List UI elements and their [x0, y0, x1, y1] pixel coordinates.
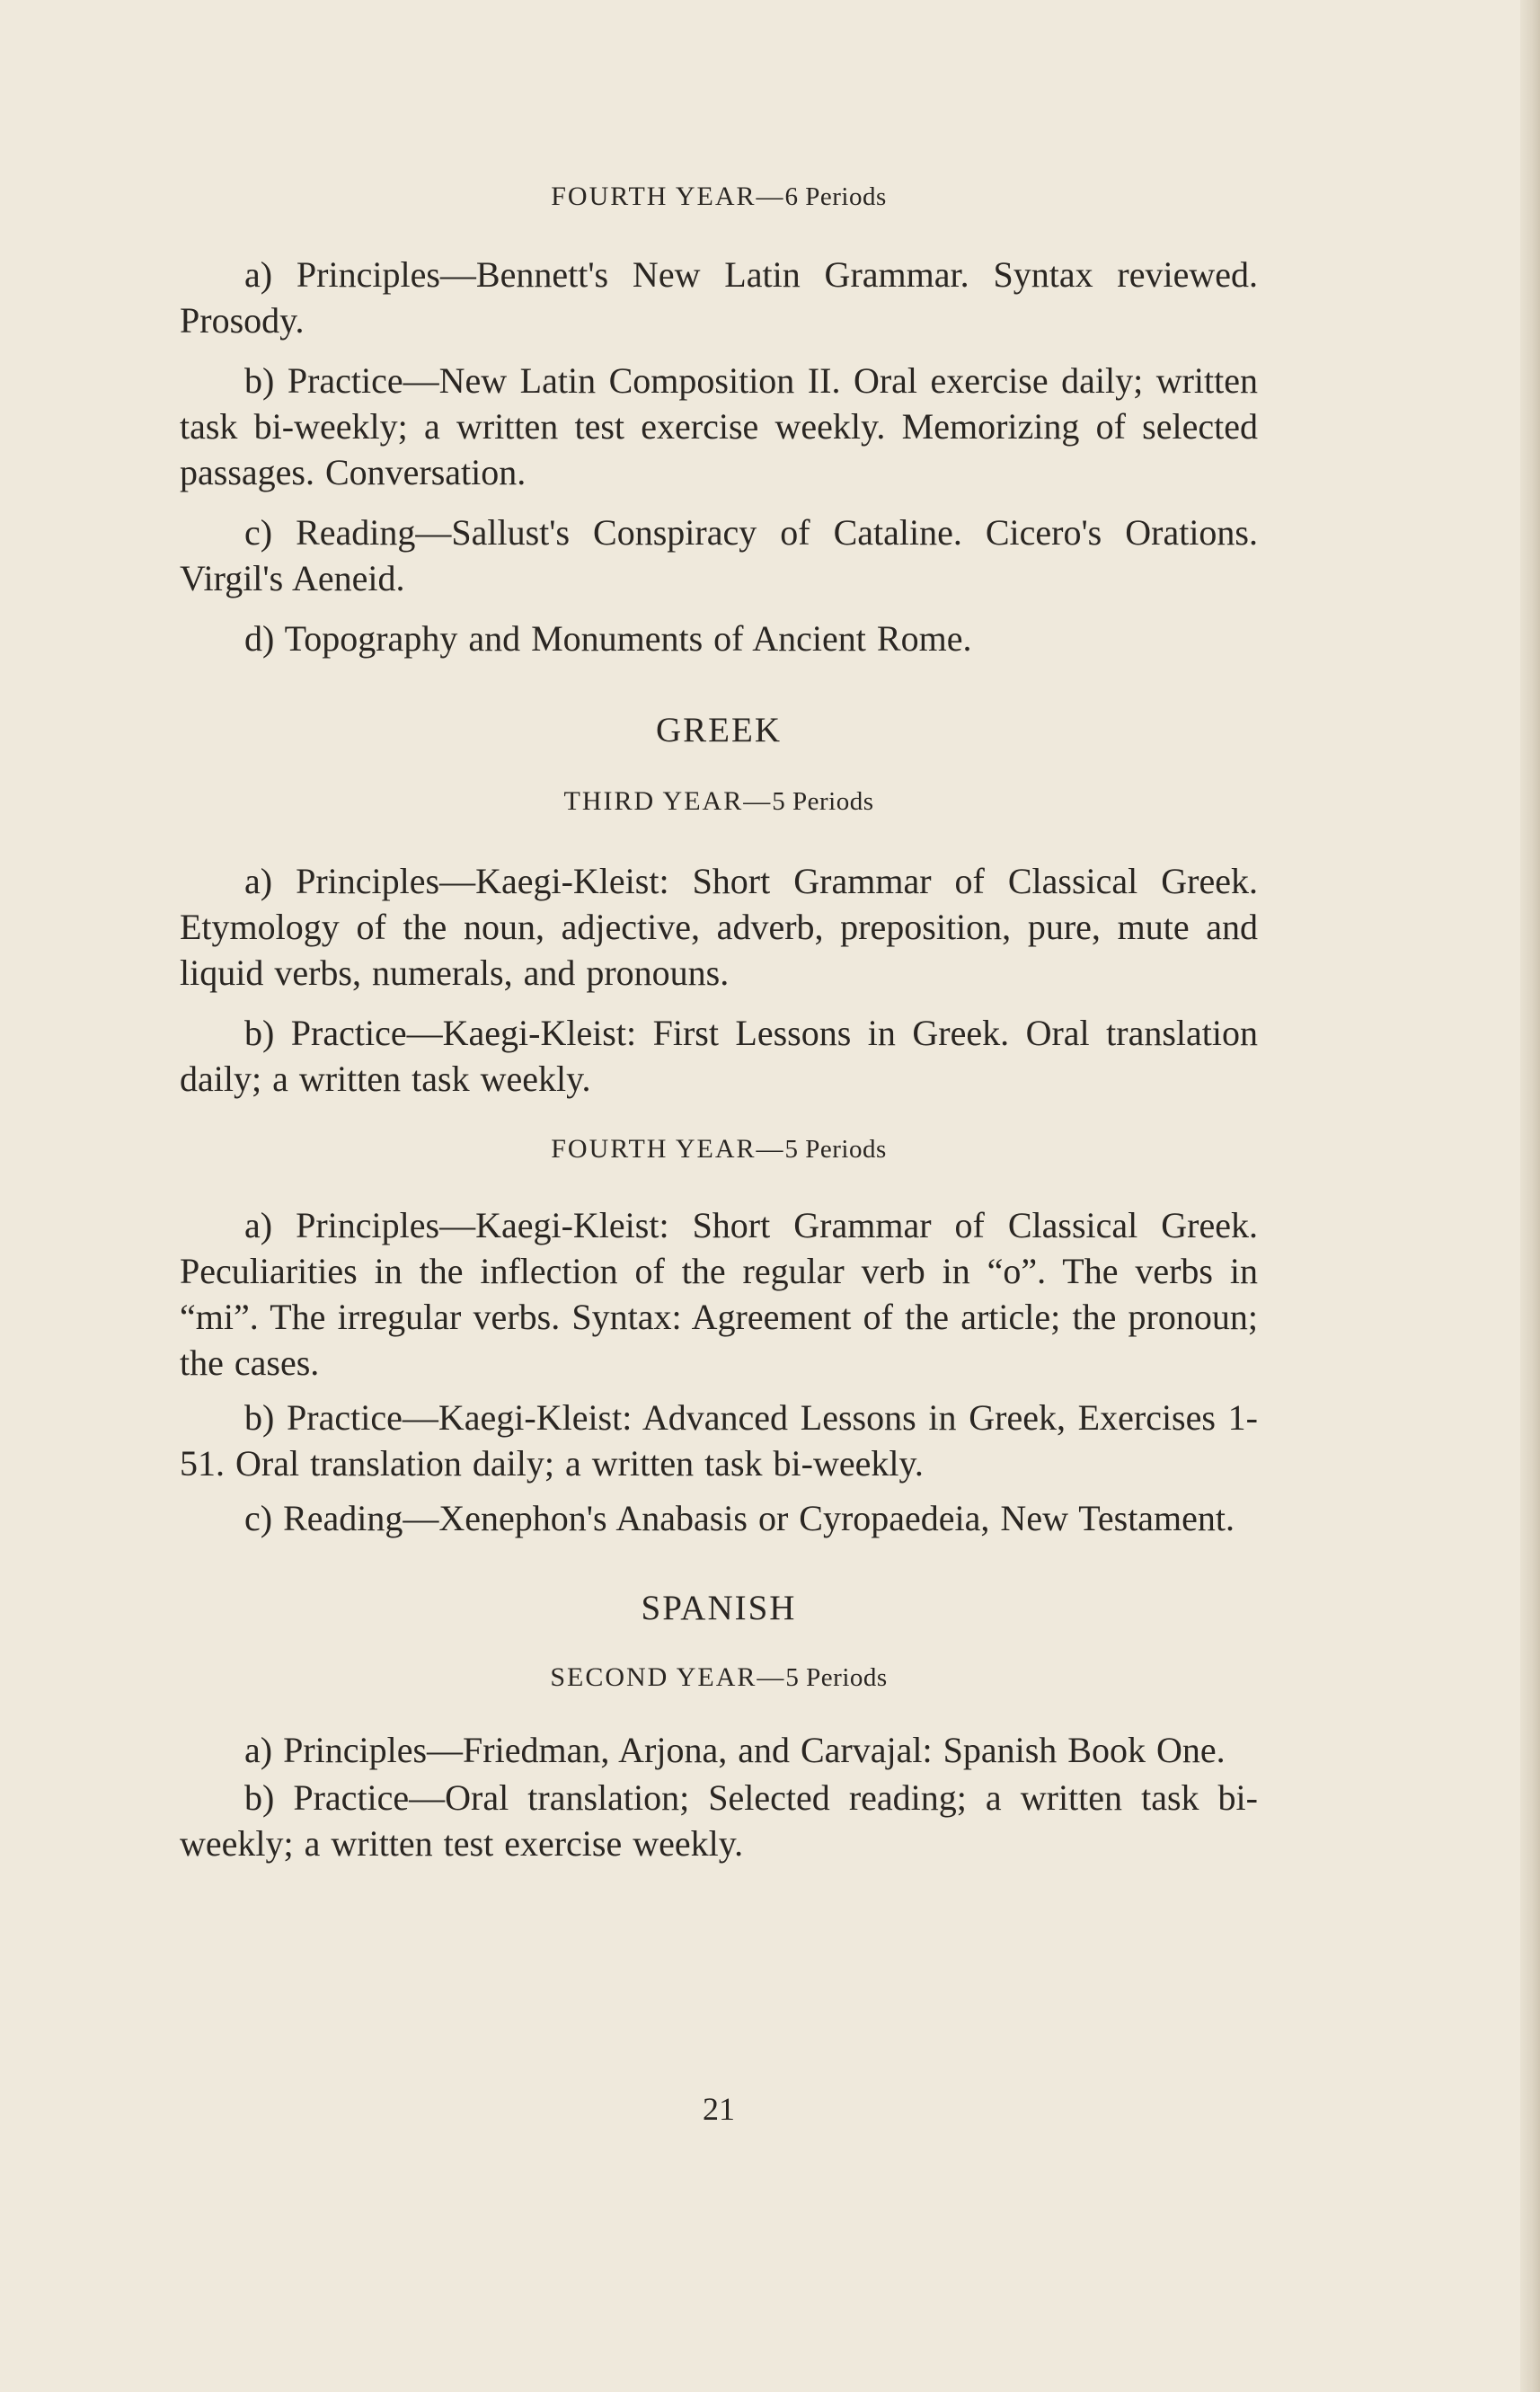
greek-fourth-principles: a) Principles—Kaegi-Kleist: Short Grammar of Classical Greek. Peculiarities in the inflection of the regular verb in “o”. The verbs in “mi”. The irregular verbs. Syntax: Agreement of the article; the pronoun; the cases. — [180, 1205, 1258, 1383]
latin-item-topography: d) Topography and Monuments of Ancient Rome. — [244, 618, 972, 659]
greek-title: GREEK — [656, 711, 782, 749]
greek-third-principles: a) Principles—Kaegi-Kleist: Short Grammar of Classical Greek. Etymology of the noun, adjective, adverb, preposition, pure, mute and liquid verbs, numerals, and pronouns. — [180, 861, 1258, 993]
heading-dash: — — [757, 1662, 786, 1692]
spanish-principles: a) Principles—Friedman, Arjona, and Carvajal: Spanish Book One. — [244, 1730, 1226, 1770]
document-page — [180, 171, 1258, 2345]
periods-label: 5 Periods — [785, 1663, 888, 1692]
latin-item-reading: c) Reading—Sallust's Conspiracy of Cataline. Cicero's Orations. Virgil's Aeneid. — [180, 512, 1258, 598]
page-number: 21 — [703, 2091, 735, 2127]
heading-dash: — — [756, 1134, 785, 1164]
greek-section — [180, 710, 1258, 1541]
periods-label: 5 Periods — [772, 787, 874, 816]
fourth-year-heading — [180, 182, 1258, 212]
greek-fourth-practice: b) Practice—Kaegi-Kleist: Advanced Lessons in Greek, Exercises 1-51. Oral translation daily; a written task bi-weekly. — [180, 1397, 1258, 1484]
year-label: SECOND YEAR — [550, 1662, 757, 1692]
periods-label: 6 Periods — [784, 182, 887, 211]
fourth-year-heading — [180, 1134, 1258, 1165]
year-label: FOURTH YEAR — [551, 1134, 757, 1164]
paper-edge — [1520, 0, 1540, 2392]
greek-fourth-reading: c) Reading—Xenephon's Anabasis or Cyropaedeia, New Testament. — [244, 1498, 1235, 1538]
third-year-heading — [180, 786, 1258, 817]
year-label: THIRD YEAR — [563, 786, 744, 816]
heading-dash: — — [756, 182, 785, 211]
second-year-heading — [180, 1662, 1258, 1693]
latin-item-practice: b) Practice—New Latin Composition II. Oral exercise daily; written task bi-weekly; a written test exercise weekly. Memorizing of selected passages. Conversation. — [180, 360, 1258, 492]
spanish-practice: b) Practice—Oral translation; Selected reading; a written task bi-weekly; a written test exercise weekly. — [180, 1777, 1258, 1864]
latin-fourth-year-section — [180, 182, 1258, 661]
periods-label: 5 Periods — [784, 1135, 887, 1164]
spanish-section — [180, 1588, 1258, 1866]
latin-item-principles: a) Principles—Bennett's New Latin Grammar. Syntax reviewed. Prosody. — [180, 254, 1258, 341]
greek-third-practice: b) Practice—Kaegi-Kleist: First Lessons in Greek. Oral translation daily; a written task weekly. — [180, 1013, 1258, 1099]
heading-dash: — — [743, 786, 773, 816]
year-label: FOURTH YEAR — [551, 182, 757, 211]
spanish-title: SPANISH — [641, 1589, 797, 1627]
